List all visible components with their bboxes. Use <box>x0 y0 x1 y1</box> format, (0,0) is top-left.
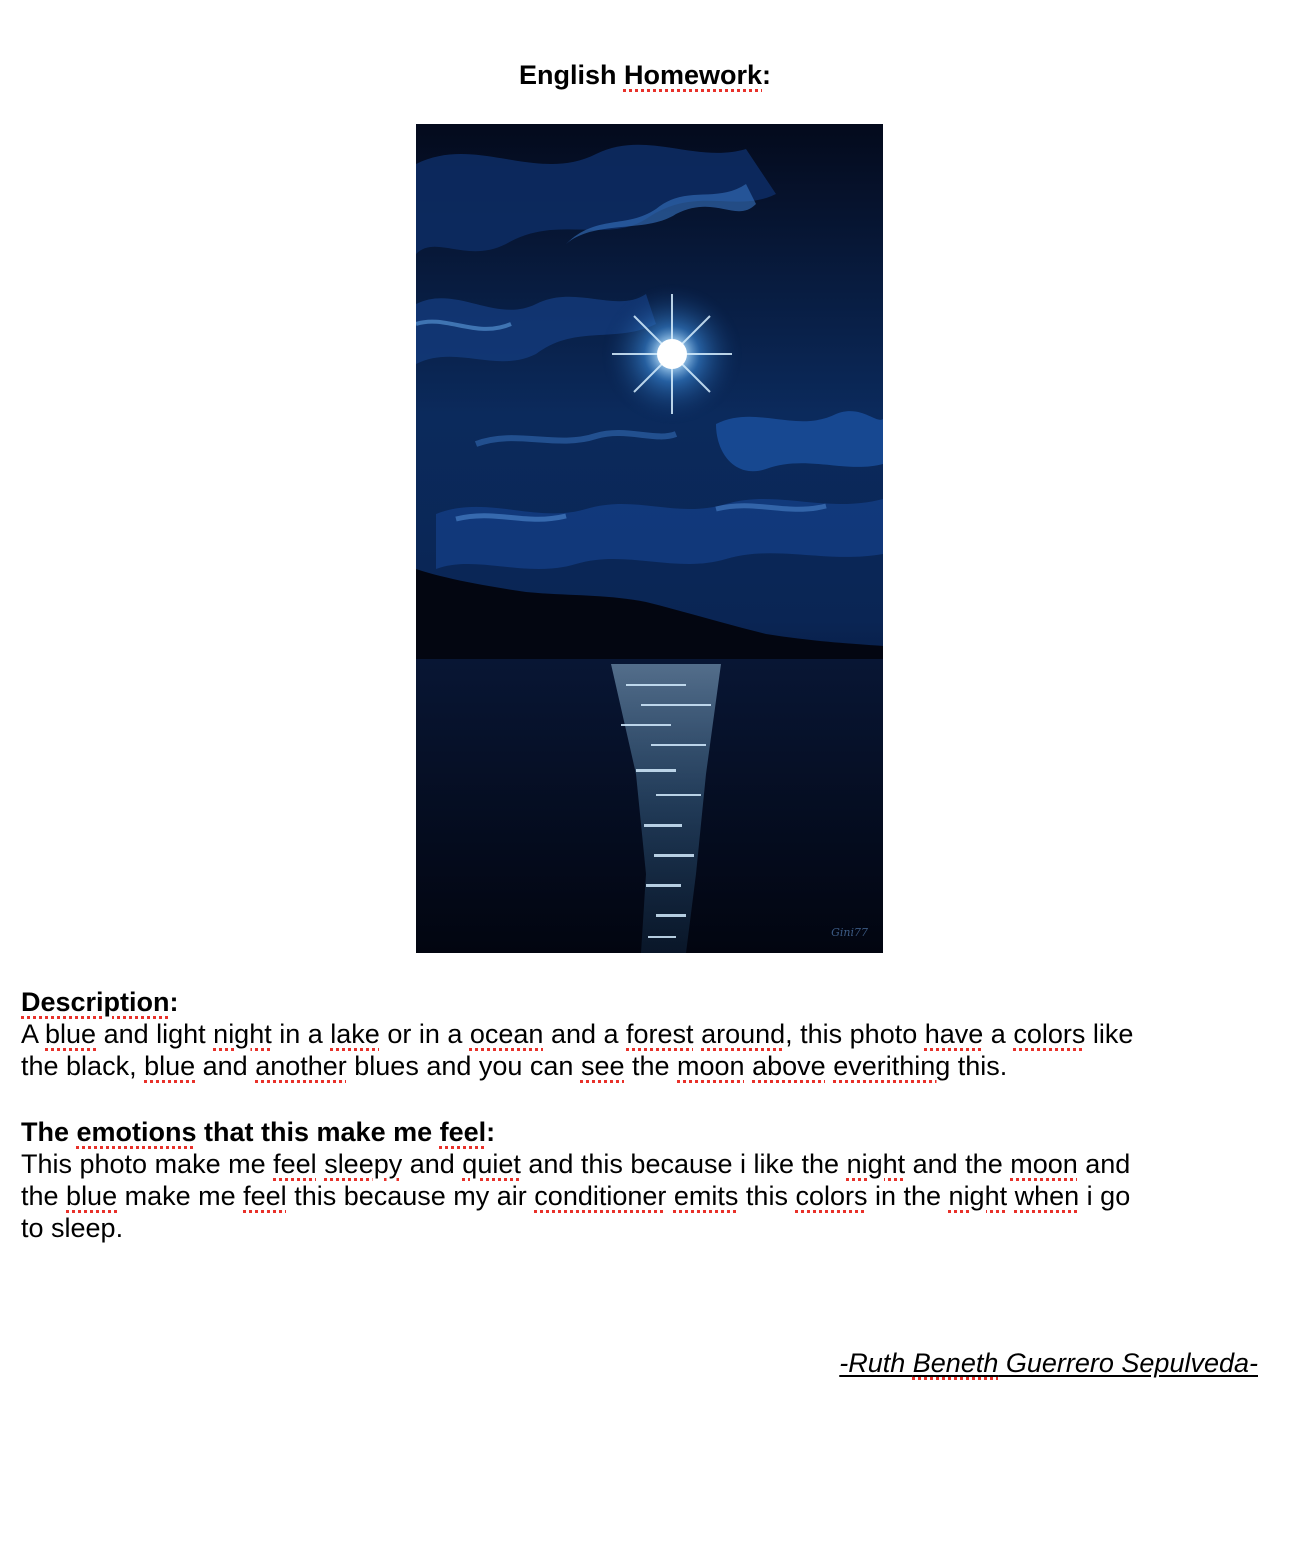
description-section <box>21 986 1256 1082</box>
author-signature: -Ruth Beneth Guerrero Sepulveda- <box>839 1348 1258 1378</box>
misspelled-word: Homework <box>623 60 763 90</box>
description-heading: Description: <box>21 987 179 1017</box>
photo-signature-mark: Gini77 <box>831 926 868 939</box>
emotions-heading: The emotions that this make me feel: <box>21 1117 496 1147</box>
emotions-section <box>21 1116 1256 1244</box>
document-title: English Homework: <box>518 60 772 90</box>
moon <box>657 339 687 369</box>
moonlit-lake-photo <box>416 124 883 953</box>
description-body: A blue and light night in a lake or in a ocean and a forest around, this photo have a colors like the black, blue and another blues and you can see the moon above everithing this. <box>21 1019 1134 1081</box>
emotions-body: This photo make me feel sleepy and quiet and this because i like the night and the moon and the blue make me feel this because my air conditioner emits this colors in the night when i go to sleep. <box>21 1149 1131 1243</box>
